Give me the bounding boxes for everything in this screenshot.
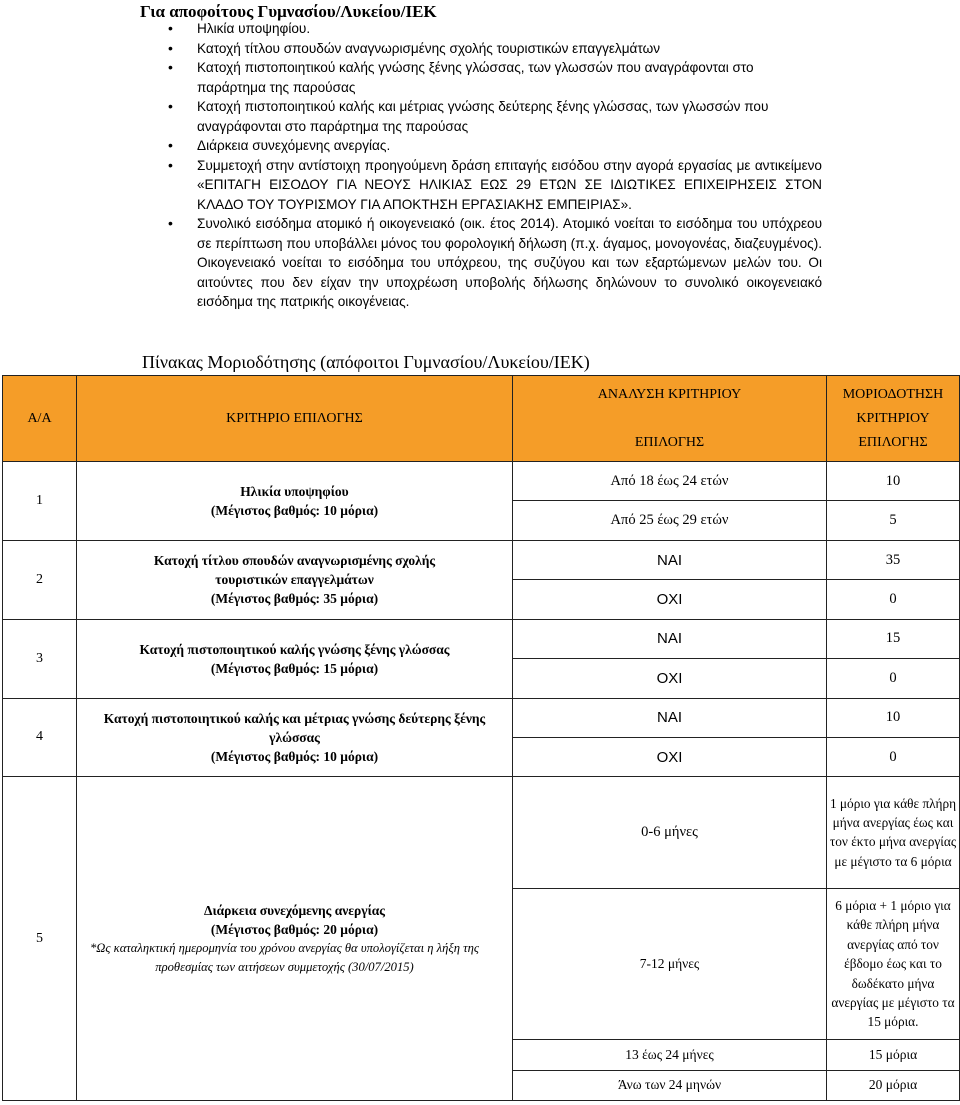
header-aa: Α/Α	[3, 376, 77, 462]
header-spacer	[513, 407, 826, 431]
option-label: 0-6 μήνες	[513, 777, 827, 888]
criterion-max: (Μέγιστος βαθμός: 35 μόρια)	[210, 591, 379, 607]
criterion-cell	[77, 540, 513, 619]
header-criterion: ΚΡΙΤΗΡΙΟ ΕΠΙΛΟΓΗΣ	[77, 376, 513, 462]
row-number: 3	[3, 619, 77, 698]
option-label: 13 έως 24 μήνες	[513, 1040, 827, 1070]
table-title: Πίνακας Μοριοδότησης (απόφοιτοι Γυμνασίου/Λυκείου/ΙΕΚ)	[142, 352, 590, 372]
header-points-line: ΕΠΙΛΟΓΗΣ	[858, 434, 928, 450]
option-points: 15 μόρια	[827, 1040, 960, 1070]
option-points: 1 μόριο για κάθε πλήρη μήνα ανεργίας έως και τον έκτο μήνα ανεργίας με μέγιστο τα 6 μόρια	[827, 777, 960, 888]
header-analysis	[513, 376, 827, 462]
option-label: ΟΧΙ	[513, 580, 827, 619]
header-analysis-line: ΕΠΙΛΟΓΗΣ	[634, 434, 705, 450]
table-row	[3, 777, 960, 888]
header-points	[827, 376, 960, 462]
criterion-title: Κατοχή τίτλου σπουδών αναγνωρισμένης σχολής τουριστικών επαγγελμάτων	[153, 553, 436, 588]
option-label: Από 18 έως 24 ετών	[513, 462, 827, 501]
header-points-line: ΚΡΙΤΗΡΙΟΥ	[856, 410, 930, 426]
criterion-cell	[77, 462, 513, 541]
option-points: 0	[827, 580, 960, 619]
criterion-max: (Μέγιστος βαθμός: 15 μόρια)	[210, 660, 379, 676]
row-number: 1	[3, 462, 77, 541]
scoring-table	[2, 375, 960, 1101]
criterion-title: Κατοχή πιστοποιητικού καλής γνώσης ξένης γλώσσας	[139, 641, 450, 657]
criterion-max: (Μέγιστος βαθμός: 10 μόρια)	[210, 748, 379, 764]
row-number: 5	[3, 777, 77, 1101]
option-label: ΝΑΙ	[513, 540, 827, 579]
criteria-bullet-list	[197, 19, 822, 312]
bullet-item: • Ηλικία υποψηφίου.	[197, 19, 822, 39]
criterion-cell	[77, 698, 513, 777]
table-header-row	[3, 376, 960, 462]
option-label: ΝΑΙ	[513, 698, 827, 737]
option-points: 10	[827, 698, 960, 737]
criterion-title: Ηλικία υποψηφίου	[240, 483, 349, 499]
header-analysis-line: ΑΝΑΛΥΣΗ ΚΡΙΤΗΡΙΟΥ	[597, 386, 742, 402]
table-row	[3, 462, 960, 501]
option-points: 5	[827, 501, 960, 540]
option-points: 6 μόρια + 1 μόριο για κάθε πλήρη μήνα ανεργίας από τον έβδομο έως και το δωδέκατο μήνα ανεργίας με μέγιστο τα 15 μόρια.	[827, 888, 960, 1040]
row-number: 2	[3, 540, 77, 619]
bullet-item: • Συνολικό εισόδημα ατομικό ή οικογενειακό (οικ. έτος 2014). Ατομικό νοείται το εισόδημα του υπόχρεου σε περίπτωση που υποβάλλει μόνος του φορολογική δήλωση (π.χ. άγαμος, μονογονέας, διαζευγμένος). Οικογενειακό νοείται το εισόδημα του υπόχρεου, της συζύγου και των εξαρτώμενων μελών του. Οι αιτούντες που δεν είχαν την υποχρέωση υποβολής δήλωσης δηλώνουν το συνολικό οικογενειακό εισόδημα της πατρικής οικογένειας.	[197, 214, 822, 312]
option-label: ΝΑΙ	[513, 619, 827, 658]
option-label: 7-12 μήνες	[513, 888, 827, 1040]
criterion-note: *Ως καταληκτική ημερομηνία του χρόνου ανεργίας θα υπολογίζεται η λήξη της προθεσμίας των αιτήσεων συμμετοχής (30/07/2015)	[89, 940, 479, 974]
row-number: 4	[3, 698, 77, 777]
option-label: ΟΧΙ	[513, 737, 827, 776]
bullet-item: • Κατοχή πιστοποιητικού καλής γνώσης ξένης γλώσσας, των γλωσσών που αναγράφονται στο παράρτημα της παρούσας	[197, 58, 822, 97]
criterion-title: Κατοχή πιστοποιητικού καλής και μέτριας γνώσης δεύτερης ξένης γλώσσας	[103, 710, 486, 745]
bullet-item: • Συμμετοχή στην αντίστοιχη προηγούμενη δράση επιταγής εισόδου στην αγορά εργασίας με αντικείμενο «ΕΠΙΤΑΓΗ ΕΙΣΟΔΟΥ ΓΙΑ ΝΕΟΥΣ ΗΛΙΚΙΑΣ ΕΩΣ 29 ΕΤΩΝ ΣΕ ΙΔΙΩΤΙΚΕΣ ΕΠΙΧΕΙΡΗΣΕΙΣ ΣΤΟΝ ΚΛΑΔΟ ΤΟΥ ΤΟΥΡΙΣΜΟΥ ΓΙΑ ΑΠΟΚΤΗΣΗ ΕΡΓΑΣΙΑΚΗΣ ΕΜΠΕΙΡΙΑΣ».	[197, 156, 822, 215]
option-points: 20 μόρια	[827, 1070, 960, 1100]
option-label: Από 25 έως 29 ετών	[513, 501, 827, 540]
criterion-title: Διάρκεια συνεχόμενης ανεργίας	[204, 902, 385, 918]
table-row	[3, 698, 960, 737]
option-points: 0	[827, 737, 960, 776]
header-points-line: ΜΟΡΙΟΔΟΤΗΣΗ	[842, 386, 944, 402]
criterion-max: (Μέγιστος βαθμός: 10 μόρια)	[210, 502, 379, 518]
bullet-item: • Κατοχή τίτλου σπουδών αναγνωρισμένης σχολής τουριστικών επαγγελμάτων	[197, 39, 822, 59]
option-label: Άνω των 24 μηνών	[513, 1070, 827, 1100]
option-points: 35	[827, 540, 960, 579]
criterion-cell	[77, 619, 513, 698]
section-heading: Για αποφοίτους Γυμνασίου/Λυκείου/ΙΕΚ	[140, 2, 437, 21]
option-points: 10	[827, 462, 960, 501]
table-row	[3, 540, 960, 579]
criterion-cell	[77, 777, 513, 1101]
criterion-max: (Μέγιστος βαθμός: 20 μόρια)	[210, 921, 379, 937]
table-row	[3, 619, 960, 658]
option-points: 15	[827, 619, 960, 658]
option-points: 0	[827, 659, 960, 698]
bullet-item: • Διάρκεια συνεχόμενης ανεργίας.	[197, 136, 822, 156]
option-label: ΟΧΙ	[513, 659, 827, 698]
bullet-item: • Κατοχή πιστοποιητικού καλής και μέτριας γνώσης δεύτερης ξένης γλώσσας, των γλωσσών που αναγράφονται στο παράρτημα της παρούσας	[197, 97, 822, 136]
